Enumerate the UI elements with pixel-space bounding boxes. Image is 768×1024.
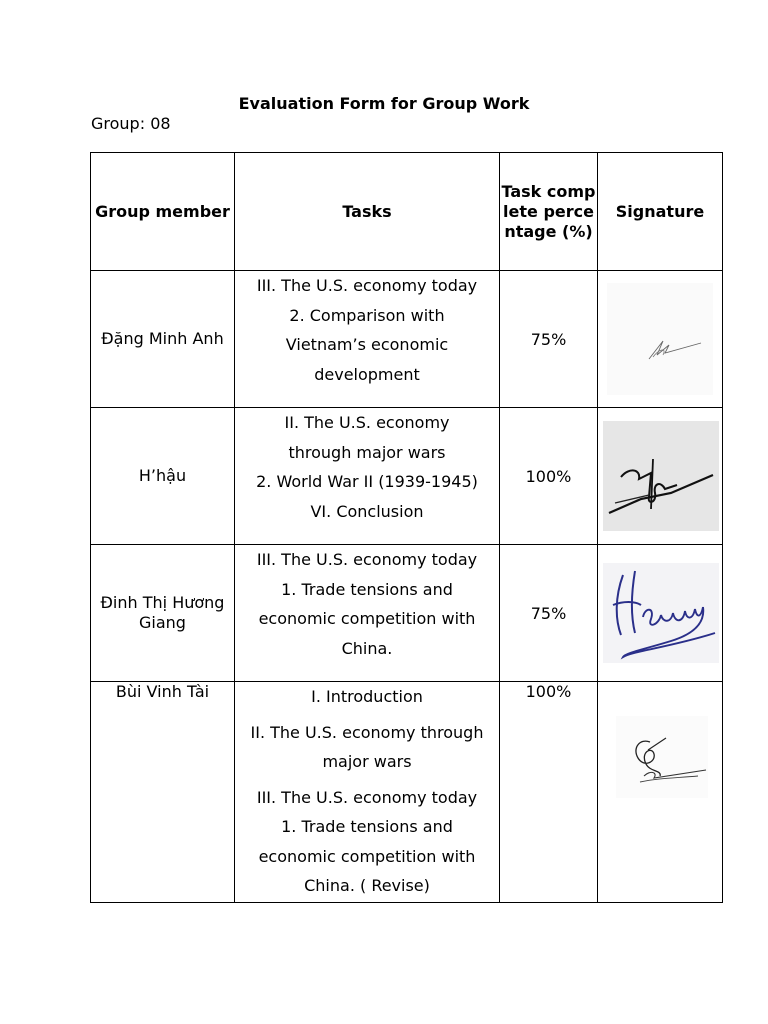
- completion-percentage: 100%: [500, 682, 598, 903]
- task-line: VI. Conclusion: [310, 501, 424, 521]
- task-line: 2. Comparison with: [289, 305, 445, 325]
- table-row: [91, 271, 723, 408]
- header-tasks: Tasks: [235, 153, 500, 271]
- task-line: China.: [341, 638, 393, 658]
- task-line: development: [314, 364, 420, 384]
- evaluation-table: [90, 152, 723, 903]
- header-group-member: Group member: [91, 153, 235, 271]
- handwritten-signature-loop-icon: [610, 712, 710, 802]
- task-line: II. The U.S. economy: [284, 413, 450, 432]
- member-tasks: [235, 545, 500, 682]
- task-line: 1. Trade tensions and: [281, 817, 453, 836]
- task-line: 1. Trade tensions and: [281, 579, 453, 599]
- table-header-row: [91, 153, 723, 271]
- member-name: Đinh Thị Hương Giang: [91, 545, 235, 682]
- header-signature: Signature: [598, 153, 723, 271]
- header-task-complete-percentage: Task complete percentage (%): [500, 153, 598, 271]
- table-row: [91, 682, 723, 903]
- task-line: III. The U.S. economy today: [256, 276, 478, 295]
- task-line: economic competition with: [258, 609, 476, 628]
- completion-percentage: 100%: [500, 408, 598, 545]
- task-line: II. The U.S. economy through: [250, 722, 484, 742]
- member-tasks: [235, 682, 500, 903]
- table-row: [91, 408, 723, 545]
- signature-cell: [598, 271, 723, 408]
- signature-cell: [598, 682, 723, 903]
- handwritten-signature-scribble-icon: [605, 279, 715, 399]
- task-line: I. Introduction: [311, 687, 423, 706]
- signature-cell: [598, 545, 723, 682]
- task-line: economic competition with: [258, 846, 476, 866]
- group-number: Group: 08: [91, 114, 171, 133]
- task-line: III. The U.S. economy today: [256, 787, 478, 807]
- completion-percentage: 75%: [500, 271, 598, 408]
- member-name: H’hậu: [91, 408, 235, 545]
- task-line: major wars: [322, 752, 412, 771]
- member-tasks: [235, 271, 500, 408]
- handwritten-signature-on-grey-icon: [601, 419, 719, 533]
- member-name: Đặng Minh Anh: [91, 271, 235, 408]
- task-line: Vietnam’s economic: [285, 335, 449, 354]
- task-line: China. ( Revise): [304, 876, 430, 895]
- member-tasks: [235, 408, 500, 545]
- handwritten-signature-blue-ink-icon: [601, 561, 719, 665]
- task-line: through major wars: [288, 442, 446, 462]
- table-row: [91, 545, 723, 682]
- completion-percentage: 75%: [500, 545, 598, 682]
- task-line: III. The U.S. economy today: [256, 550, 478, 569]
- form-title: Evaluation Form for Group Work: [238, 94, 530, 113]
- signature-cell: [598, 408, 723, 545]
- member-name: Bùi Vinh Tài: [91, 682, 235, 903]
- task-line: 2. World War II (1939-1945): [256, 472, 478, 491]
